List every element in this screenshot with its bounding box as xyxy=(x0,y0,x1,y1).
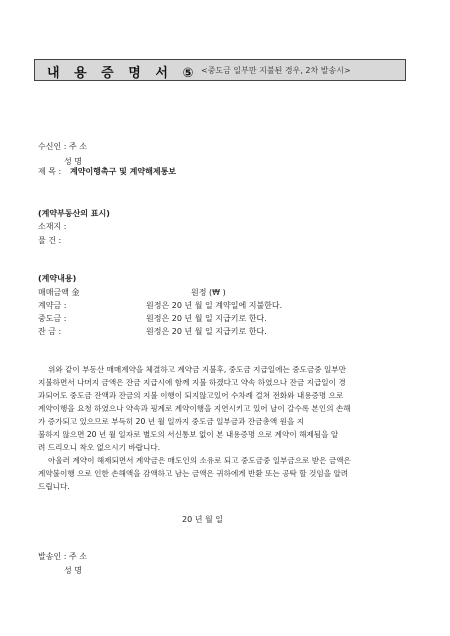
body-line: 과되어도 중도금 잔액과 잔금의 지불 이행이 되지않고있어 수차례 걸쳐 전화와 내용증명 으로 xyxy=(38,391,344,400)
body-line: 지불하면서 나머지 금액은 잔금 지급시에 함께 지불 하겠다고 약속 하였으나 잔금 지급일이 경 xyxy=(38,378,346,387)
subject-value: 계약이행촉구 및 계약해제통보 xyxy=(70,167,177,176)
body-paragraph-2 xyxy=(38,454,413,493)
body-line: 려 드리오니 착오 없으시기 바랍니다. xyxy=(38,443,161,452)
title-box xyxy=(34,59,406,81)
body-line: 아울러 계약이 해제되면서 계약금은 매도인의 소유로 되고 중도금중 일부금으로 받은 금액은 xyxy=(48,456,351,465)
body-line: 드립니다. xyxy=(38,482,70,491)
body-line: 계약불이행 으로 인한 손해액을 감액하고 남는 금액은 귀하에게 반환 또는 공탁 할 것임을 알려 xyxy=(38,469,349,478)
document-subtitle: <중도금 일부만 지불된 경우, 2차 발송시> xyxy=(201,66,351,75)
property-building-label: 물 건 : xyxy=(38,236,62,245)
contract-price-label: 매매금액 金 xyxy=(38,288,80,297)
document-date: 20 년 월 일 xyxy=(182,515,223,524)
contract-deposit-text: 원정은 20 년 월 일 계약일에 지불한다. xyxy=(146,301,283,310)
sender-name-label: 성 명 xyxy=(64,566,82,575)
sender-address-label: 발송인 : 주 소 xyxy=(38,552,87,561)
subject-label: 제 목 : xyxy=(38,167,62,176)
property-heading: (계약부동산의 표시) xyxy=(38,209,110,218)
recipient-address-label: 수신인 : 주 소 xyxy=(38,142,87,151)
document-title: 내 용 증 명 서 ⑤ xyxy=(47,66,199,81)
contract-heading: (계약내용) xyxy=(38,274,77,283)
contract-price-value: 원정 (₩ ) xyxy=(191,288,226,297)
contract-balance-label: 잔 금 : xyxy=(38,327,62,336)
body-line: 위와 같이 부동산 매매계약을 체결하고 계약금 지불후, 중도금 지급일에는 중도금중 일부만 xyxy=(48,365,346,374)
body-line: 불하지 않으면 20 년 월 일자로 별도의 서신통보 없이 본 내용증명 으로 계약이 해제됨을 알 xyxy=(38,430,339,439)
body-paragraph-1 xyxy=(38,363,413,454)
contract-balance-text: 원정은 20 년 월 일 지급키로 한다. xyxy=(146,327,267,336)
body-line: 가 증가되고 있으므로 부득히 20 년 월 일까지 중도금 일부금과 잔금총액 원을 지 xyxy=(38,417,305,426)
property-location-label: 소재지 : xyxy=(38,222,67,231)
contract-interim-label: 중도금 : xyxy=(38,314,67,323)
recipient-name-label: 성 명 xyxy=(64,157,82,166)
contract-deposit-label: 계약금 : xyxy=(38,301,67,310)
contract-interim-text: 원정은 20 년 월 일 지급키로 한다. xyxy=(146,314,267,323)
body-line: 계약이행을 요청 하였으나 약속과 핑계로 계약이행을 지연시키고 있어 날이 갈수록 본인의 손해 xyxy=(38,404,351,413)
